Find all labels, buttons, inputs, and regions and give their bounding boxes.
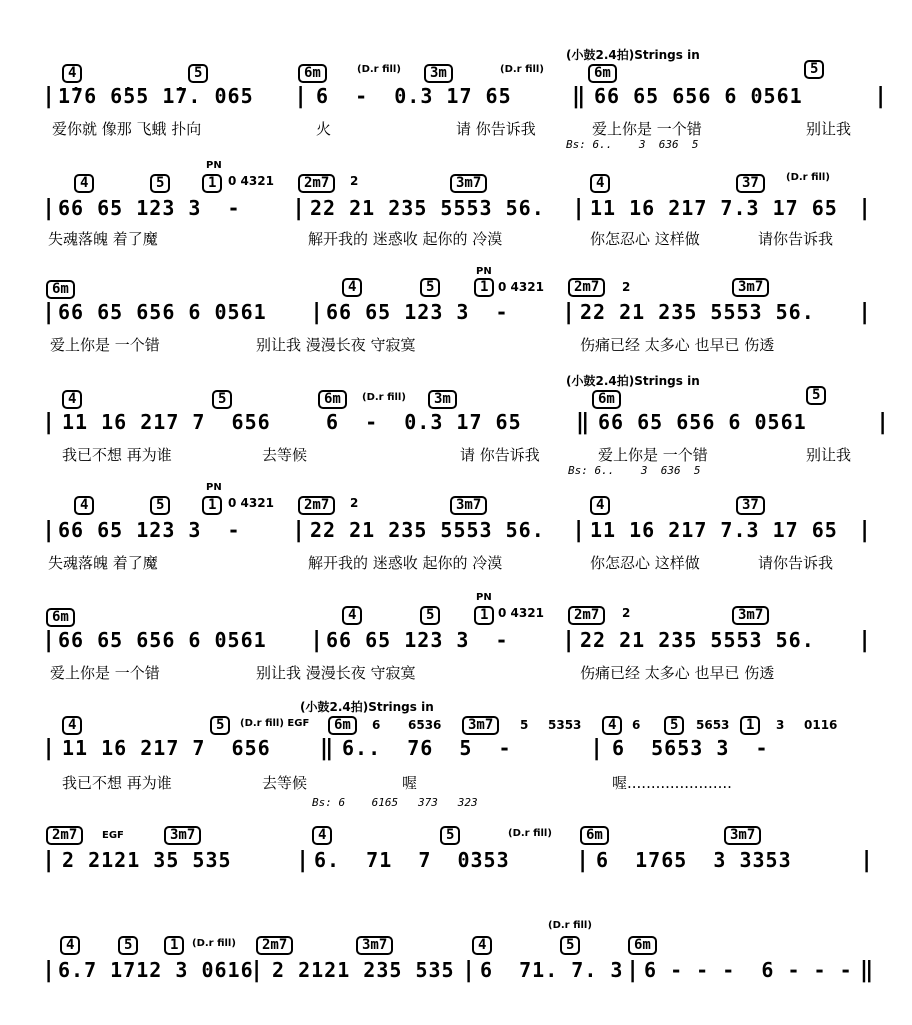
chord-symbol: 1 — [202, 496, 222, 515]
chord-symbol: 6m — [46, 280, 75, 299]
chord-symbol: 6m — [580, 826, 609, 845]
chord-symbol: 6m — [46, 608, 75, 627]
chord-symbol: 3m7 — [450, 496, 487, 515]
chord-symbol: 3m7 — [732, 278, 769, 297]
annotation: 0116 — [804, 718, 838, 732]
annotation: 2 — [350, 174, 359, 188]
lyric-line: 请 你告诉我 — [456, 120, 536, 138]
lyric-line: 解开我的 迷惑收 起你的 冷漠 — [308, 230, 503, 248]
annotation: 6 — [632, 718, 641, 732]
barline: | — [562, 300, 576, 325]
lyric-line: 请你告诉我 — [758, 230, 834, 248]
chord-symbol: 1 — [164, 936, 184, 955]
final-barline: ‖ — [860, 958, 874, 983]
chord-symbol: 6m — [298, 64, 327, 83]
annotation: 6536 — [408, 718, 442, 732]
chord-symbol: 6m — [628, 936, 657, 955]
barline: | — [42, 958, 56, 983]
notation-measure: 66 65 123 3 - — [326, 300, 509, 324]
chord-symbol: 6m — [328, 716, 357, 735]
chord-symbol: 2m7 — [46, 826, 83, 845]
notation-measure: 6 - 0.3 17 65 — [326, 410, 522, 434]
notation-measure: 6.. 76 5 - — [342, 736, 512, 760]
lyric-line: 喔 — [402, 774, 418, 792]
lyric-line: 你怎忍心 这样做 — [590, 554, 700, 572]
annotation: (D.r fill) — [192, 938, 236, 949]
notation-measure: 6 - 0.3 17 65 — [316, 84, 512, 108]
lyric-line: 爱上你是 一个错 — [50, 336, 160, 354]
notation-measure: 66 65 656 6 0561 — [594, 84, 803, 108]
barline: | — [576, 848, 590, 873]
barline: | — [860, 848, 874, 873]
chord-symbol: 3m7 — [732, 606, 769, 625]
chord-symbol: 6m — [588, 64, 617, 83]
barline: | — [858, 196, 872, 221]
notation-measure: 22 21 235 5553 56. — [580, 628, 815, 652]
barline: | — [590, 736, 604, 761]
notation-measure: 66 65 123 3 - — [58, 196, 241, 220]
bass-line: Bs: 6.. 3 636 5 — [568, 464, 701, 477]
chord-symbol: 5 — [150, 496, 170, 515]
chord-symbol: 2m7 — [298, 496, 335, 515]
chord-symbol: 1 — [474, 278, 494, 297]
annotation: (D.r fill) — [357, 64, 401, 75]
barline: | — [562, 628, 576, 653]
lyric-line: 别让我 漫漫长夜 守寂寞 — [256, 336, 416, 354]
barline: | — [572, 196, 586, 221]
annotation: (D.r fill) — [500, 64, 544, 75]
annotation: 0 4321 — [498, 606, 544, 620]
chord-symbol: 1 — [474, 606, 494, 625]
barline: | — [42, 196, 56, 221]
chord-symbol: 3m7 — [356, 936, 393, 955]
chord-symbol: 4 — [62, 64, 82, 83]
chord-symbol: 5 — [420, 278, 440, 297]
barline: | — [42, 518, 56, 543]
annotation: 2 — [622, 280, 631, 294]
notation-measure: 66 65 123 3 - — [58, 518, 241, 542]
lyric-line: 去等候 — [262, 774, 308, 792]
barline: | — [310, 628, 324, 653]
chord-symbol: 3m7 — [462, 716, 499, 735]
notation-measure: 11 16 217 7.3 17 65 — [590, 518, 838, 542]
notation-measure: 22 21 235 5553 56. — [310, 196, 545, 220]
barline: | — [42, 848, 56, 873]
lyric-line: 别让我 — [806, 120, 852, 138]
annotation: 6 — [372, 718, 381, 732]
chord-symbol: 5 — [804, 60, 824, 79]
repeat-barline: ‖ — [320, 736, 334, 761]
chord-symbol: 3m — [424, 64, 453, 83]
notation-measure: 22 21 235 5553 56. — [310, 518, 545, 542]
chord-symbol: 4 — [590, 174, 610, 193]
chord-symbol: 5 — [150, 174, 170, 193]
lyric-line: 别让我 漫漫长夜 守寂寞 — [256, 664, 416, 682]
chord-symbol: 4 — [342, 606, 362, 625]
chord-symbol: 4 — [60, 936, 80, 955]
notation-measure: 11 16 217 7.3 17 65 — [590, 196, 838, 220]
notation-measure: 6 1765 3 3353 — [596, 848, 792, 872]
annotation: (D.r fill) EGF — [240, 718, 310, 729]
annotation: 2 — [622, 606, 631, 620]
barline: | — [294, 84, 308, 109]
chord-symbol: 5 — [440, 826, 460, 845]
notation-measure: 2 2121 235 535 — [272, 958, 455, 982]
lyric-line: 爱上你是 一个错 — [598, 446, 708, 464]
annotation: (D.r fill) — [362, 392, 406, 403]
annotation: PN — [476, 266, 492, 277]
annotation: 3 — [776, 718, 785, 732]
annotation: PN — [206, 160, 222, 171]
barline: | — [876, 410, 890, 435]
notation-measure: 66 65 123 3 - — [326, 628, 509, 652]
chord-symbol: 3m7 — [450, 174, 487, 193]
chord-symbol: 5 — [210, 716, 230, 735]
annotation: PN — [206, 482, 222, 493]
notation-measure: 11 16 217 7 656 — [62, 410, 271, 434]
lyric-line: 我已不想 再为谁 — [62, 446, 172, 464]
lyric-line: 爱你就 像那 飞蛾 扑向 — [52, 120, 202, 138]
lyric-line: 喔...................... — [612, 774, 732, 792]
barline: | — [462, 958, 476, 983]
barline: | — [292, 196, 306, 221]
chord-symbol: 5 — [806, 386, 826, 405]
barline: | — [42, 410, 56, 435]
barline: | — [572, 518, 586, 543]
lyric-line: 请你告诉我 — [758, 554, 834, 572]
chord-symbol: 6m — [318, 390, 347, 409]
annotation: (小鼓2.4拍)Strings in — [566, 374, 700, 388]
lyric-line: 去等候 — [262, 446, 308, 464]
barline: | — [42, 736, 56, 761]
lyric-line: 解开我的 迷惑收 起你的 冷漠 — [308, 554, 503, 572]
bass-line: Bs: 6.. 3 636 5 — [566, 138, 699, 151]
chord-symbol: 5 — [560, 936, 580, 955]
chord-symbol: 2m7 — [256, 936, 293, 955]
annotation: 0 4321 — [228, 496, 274, 510]
chord-symbol: 4 — [472, 936, 492, 955]
annotation: 0 4321 — [498, 280, 544, 294]
notation-measure: 22 21 235 5553 56. — [580, 300, 815, 324]
annotation: 5653 — [696, 718, 730, 732]
lyric-line: 爱上你是 一个错 — [592, 120, 702, 138]
annotation: (小鼓2.4拍)Strings in — [566, 48, 700, 62]
annotation: EGF — [102, 830, 124, 841]
barline: | — [858, 628, 872, 653]
notation-measure: 2 2121 35 535 — [62, 848, 232, 872]
barline: | — [292, 518, 306, 543]
chord-symbol: 37 — [736, 496, 765, 515]
lyric-line: 失魂落魄 着了魔 — [48, 230, 158, 248]
lyric-line: 失魂落魄 着了魔 — [48, 554, 158, 572]
chord-symbol: 4 — [602, 716, 622, 735]
chord-symbol: 37 — [736, 174, 765, 193]
barline: | — [42, 84, 56, 109]
chord-symbol: 5 — [664, 716, 684, 735]
barline: | — [874, 84, 888, 109]
barline: | — [42, 628, 56, 653]
lyric-line: 爱上你是 一个错 — [50, 664, 160, 682]
repeat-barline: ‖ — [572, 84, 586, 109]
lyric-line: 火 — [316, 120, 332, 138]
chord-symbol: 4 — [74, 174, 94, 193]
chord-symbol: 4 — [342, 278, 362, 297]
notation-measure: 66 65 656 6 0561 — [598, 410, 807, 434]
annotation: (D.r fill) — [508, 828, 552, 839]
chord-symbol: 3m7 — [164, 826, 201, 845]
barline: | — [858, 518, 872, 543]
annotation: PN — [476, 592, 492, 603]
notation-measure: 6. 71 7 0353 — [314, 848, 510, 872]
chord-symbol: 4 — [74, 496, 94, 515]
repeat-barline: ‖ — [576, 410, 590, 435]
lyric-line: 你怎忍心 这样做 — [590, 230, 700, 248]
chord-symbol: 6m — [592, 390, 621, 409]
notation-measure: 66 65 656 6 0561 — [58, 300, 267, 324]
notation-measure: 1̇76 6̇55 1̇7. 065 — [58, 84, 254, 108]
barline: | — [310, 300, 324, 325]
barline: | — [858, 300, 872, 325]
chord-symbol: 4 — [590, 496, 610, 515]
barline: | — [626, 958, 640, 983]
chord-symbol: 4 — [62, 716, 82, 735]
annotation: (D.r fill) — [786, 172, 830, 183]
chord-symbol: 1 — [740, 716, 760, 735]
notation-measure: 6 5653 3 - — [612, 736, 769, 760]
chord-symbol: 2m7 — [568, 606, 605, 625]
chord-symbol: 4 — [62, 390, 82, 409]
notation-measure: 66 65 656 6 0561 — [58, 628, 267, 652]
annotation: 5353 — [548, 718, 582, 732]
notation-measure: 6.7 1712 3 0616 — [58, 958, 254, 982]
annotation: (小鼓2.4拍)Strings in — [300, 700, 434, 714]
lyric-line: 请 你告诉我 — [460, 446, 540, 464]
lyric-line: 伤痛已经 太多心 也早已 伤透 — [580, 336, 775, 354]
chord-symbol: 3m — [428, 390, 457, 409]
lyric-line: 我已不想 再为谁 — [62, 774, 172, 792]
notation-measure: 6 - - - 6 - - - — [644, 958, 853, 982]
chord-symbol: 5 — [420, 606, 440, 625]
chord-symbol: 1 — [202, 174, 222, 193]
notation-measure: 11 16 217 7 656 — [62, 736, 271, 760]
annotation: (D.r fill) — [548, 920, 592, 931]
chord-symbol: 5 — [118, 936, 138, 955]
chord-symbol: 2m7 — [568, 278, 605, 297]
chord-symbol: 5 — [188, 64, 208, 83]
annotation: 5 — [520, 718, 529, 732]
notation-measure: 6 71. 7. 3 — [480, 958, 624, 982]
annotation: 2 — [350, 496, 359, 510]
lyric-line: 别让我 — [806, 446, 852, 464]
barline: | — [42, 300, 56, 325]
chord-symbol: 2m7 — [298, 174, 335, 193]
barline: | — [250, 958, 264, 983]
chord-symbol: 5 — [212, 390, 232, 409]
barline: | — [296, 848, 310, 873]
bass-line: Bs: 6 6165 373 323 — [312, 796, 478, 809]
lyric-line: 伤痛已经 太多心 也早已 伤透 — [580, 664, 775, 682]
chord-symbol: 3m7 — [724, 826, 761, 845]
annotation: 0 4321 — [228, 174, 274, 188]
chord-symbol: 4 — [312, 826, 332, 845]
